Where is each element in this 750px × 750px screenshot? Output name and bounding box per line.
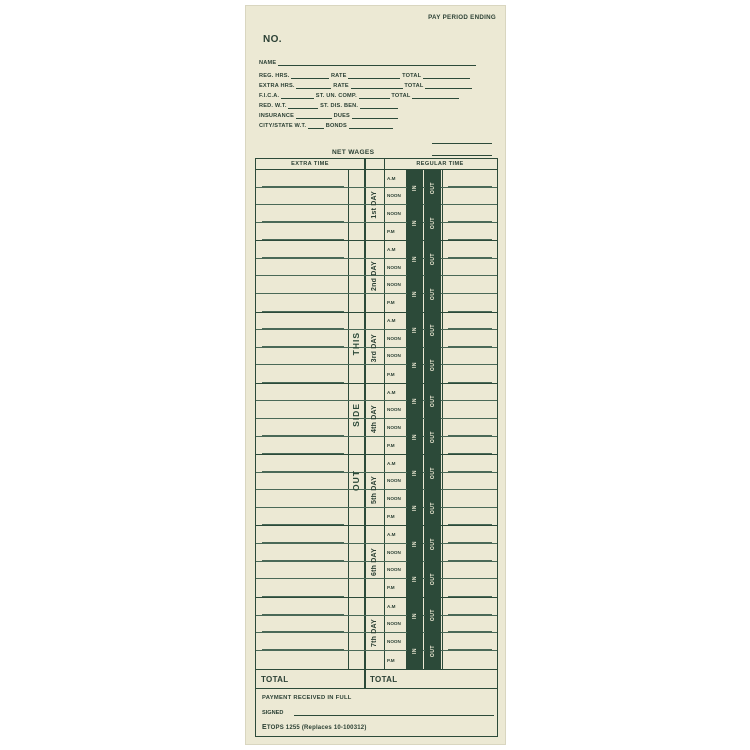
day-group bbox=[256, 526, 497, 597]
out-label: OUT bbox=[430, 216, 436, 229]
out-label: OUT bbox=[430, 359, 436, 372]
period-label: A.M bbox=[387, 389, 396, 395]
extra-time-writein-line[interactable] bbox=[262, 596, 344, 597]
form-replaces: (Replaces 10-100312) bbox=[301, 725, 367, 731]
out-column-block bbox=[425, 526, 441, 561]
out-column-block bbox=[425, 384, 441, 419]
period-label: P.M bbox=[387, 300, 395, 306]
field-line-city-state-wt[interactable] bbox=[308, 121, 324, 129]
period-label: NOON bbox=[387, 210, 401, 216]
period-label: NOON bbox=[387, 478, 401, 484]
extra-time-writein-line[interactable] bbox=[262, 257, 344, 258]
period-label: NOON bbox=[387, 264, 401, 270]
extra-time-writein-line[interactable] bbox=[262, 524, 344, 525]
extra-time-writein-line[interactable] bbox=[262, 453, 344, 454]
out-column-block bbox=[425, 348, 441, 383]
extra-time-writein-line[interactable] bbox=[262, 221, 344, 222]
card-footer bbox=[255, 689, 498, 737]
employee-fields bbox=[259, 58, 494, 131]
period-label: NOON bbox=[387, 335, 401, 341]
period-label: P.M bbox=[387, 657, 395, 663]
out-label: OUT bbox=[430, 430, 436, 443]
period-label: NOON bbox=[387, 496, 401, 502]
regular-time-writein-line[interactable] bbox=[448, 631, 492, 632]
period-label: P.M bbox=[387, 514, 395, 520]
in-label: IN bbox=[412, 184, 418, 191]
field-line-insurance[interactable] bbox=[296, 111, 332, 119]
day-label-text: 4th DAY bbox=[371, 404, 378, 433]
extra-time-writein-line[interactable] bbox=[262, 631, 344, 632]
regular-time-writein-line[interactable] bbox=[448, 293, 492, 294]
field-line-dues[interactable] bbox=[352, 111, 398, 119]
brand-name: TOPS bbox=[266, 725, 284, 731]
extra-time-writein-line[interactable] bbox=[262, 204, 344, 205]
field-line-extra-rate[interactable] bbox=[351, 81, 403, 89]
net-wages-label: NET WAGES bbox=[332, 149, 375, 156]
regular-time-writein-line[interactable] bbox=[448, 596, 492, 597]
extra-time-writein-line[interactable] bbox=[262, 311, 344, 312]
regular-time-writein-line[interactable] bbox=[448, 257, 492, 258]
field-label-fica: F.I.C.A. bbox=[259, 93, 280, 99]
in-column-block bbox=[407, 419, 423, 454]
out-label: OUT bbox=[430, 324, 436, 337]
regular-time-writein-line[interactable] bbox=[448, 204, 492, 205]
field-line-name[interactable] bbox=[278, 58, 476, 66]
extra-time-writein-line[interactable] bbox=[262, 435, 344, 436]
field-line-fica[interactable] bbox=[281, 91, 314, 99]
in-column-block bbox=[407, 633, 423, 669]
extra-time-writein-line[interactable] bbox=[262, 328, 344, 329]
net-wages-line-upper bbox=[432, 142, 492, 144]
grid-body bbox=[256, 170, 497, 669]
out-label: OUT bbox=[430, 287, 436, 301]
field-label-st-un-comp: ST. UN. COMP. bbox=[315, 93, 357, 99]
out-column-block bbox=[425, 633, 441, 669]
regular-time-writein-line[interactable] bbox=[448, 453, 492, 454]
field-label-city-state-wt: CITY/STATE W.T. bbox=[259, 123, 307, 129]
day-label bbox=[365, 313, 384, 383]
day-label bbox=[365, 455, 384, 525]
in-column-block bbox=[407, 384, 423, 419]
period-label: P.M bbox=[387, 228, 395, 234]
pay-period-ending-label: PAY PERIOD ENDING bbox=[428, 14, 496, 21]
extra-time-writein-line[interactable] bbox=[262, 364, 344, 365]
form-number: 1255 bbox=[285, 725, 300, 731]
signed-label: SIGNED bbox=[262, 710, 284, 716]
in-column-block bbox=[407, 562, 423, 597]
total-label-extra: TOTAL bbox=[261, 675, 289, 684]
out-label: OUT bbox=[430, 466, 436, 479]
in-column-block bbox=[407, 170, 423, 205]
regular-time-writein-line[interactable] bbox=[448, 346, 492, 347]
field-line-reg-rate[interactable] bbox=[348, 71, 400, 79]
field-label-extra-rate: RATE bbox=[333, 83, 349, 89]
extra-time-writein-line[interactable] bbox=[262, 400, 344, 401]
out-column-block bbox=[425, 490, 441, 525]
time-grid bbox=[255, 158, 498, 670]
day-label-text: 7th DAY bbox=[371, 619, 378, 648]
side-text-out-label: OUT bbox=[351, 469, 361, 491]
field-label-reg-total: TOTAL bbox=[402, 73, 422, 79]
day-label bbox=[365, 241, 384, 311]
field-label-fica-total: TOTAL bbox=[391, 93, 411, 99]
extra-time-writein-line[interactable] bbox=[262, 542, 344, 543]
out-column-block bbox=[425, 562, 441, 597]
regular-time-writein-line[interactable] bbox=[448, 578, 492, 579]
extra-time-writein-line[interactable] bbox=[262, 489, 344, 490]
out-column-block bbox=[425, 419, 441, 454]
regular-time-writein-line[interactable] bbox=[448, 311, 492, 312]
field-row-name bbox=[259, 58, 494, 71]
in-label: IN bbox=[412, 648, 418, 655]
regular-time-writein-line[interactable] bbox=[448, 418, 492, 419]
out-column-block bbox=[425, 313, 441, 348]
day-group bbox=[256, 170, 497, 241]
out-column-block bbox=[425, 241, 441, 276]
out-column-block bbox=[425, 170, 441, 205]
total-row-divider bbox=[364, 670, 366, 688]
field-row-extra-hrs bbox=[259, 81, 494, 91]
grid-column-headers bbox=[256, 159, 497, 170]
day-label-text: 6th DAY bbox=[371, 547, 378, 576]
out-label: OUT bbox=[430, 181, 436, 194]
regular-time-writein-line[interactable] bbox=[448, 221, 492, 222]
out-column-block bbox=[425, 455, 441, 490]
out-label: OUT bbox=[430, 537, 436, 551]
extra-time-writein-line[interactable] bbox=[262, 614, 344, 615]
in-label: IN bbox=[412, 398, 418, 405]
day-group bbox=[256, 241, 497, 312]
in-label: IN bbox=[412, 612, 418, 619]
field-row-insurance bbox=[259, 111, 494, 121]
in-column-block bbox=[407, 455, 423, 490]
day-label-text: 2nd DAY bbox=[371, 261, 378, 292]
day-group bbox=[256, 598, 497, 669]
extra-time-writein-line[interactable] bbox=[262, 186, 344, 187]
field-label-reg-hrs: REG. HRS. bbox=[259, 73, 290, 79]
in-column-block bbox=[407, 313, 423, 348]
period-label: A.M bbox=[387, 603, 396, 609]
field-line-st-dis-ben[interactable] bbox=[360, 101, 398, 109]
card-number-label: NO. bbox=[263, 34, 282, 45]
field-label-name: NAME bbox=[259, 60, 277, 66]
signature-line[interactable] bbox=[294, 715, 494, 716]
day-group bbox=[256, 384, 497, 455]
side-text-out bbox=[348, 459, 364, 501]
in-label: IN bbox=[412, 219, 418, 226]
day-label bbox=[365, 526, 384, 596]
time-card bbox=[245, 5, 506, 745]
day-label bbox=[365, 170, 384, 240]
out-label: OUT bbox=[430, 609, 436, 622]
tops-logo-icon: E bbox=[262, 724, 267, 731]
regular-time-writein-line[interactable] bbox=[448, 560, 492, 561]
regular-time-writein-line[interactable] bbox=[448, 542, 492, 543]
extra-time-writein-line[interactable] bbox=[262, 275, 344, 276]
day-group bbox=[256, 313, 497, 384]
period-label: NOON bbox=[387, 549, 401, 555]
period-label: NOON bbox=[387, 193, 401, 199]
field-row-city-state-wt bbox=[259, 121, 494, 131]
field-label-extra-hrs: EXTRA HRS. bbox=[259, 83, 295, 89]
total-label-regular: TOTAL bbox=[370, 675, 398, 684]
out-label: OUT bbox=[430, 573, 436, 586]
regular-time-writein-line[interactable] bbox=[448, 524, 492, 525]
in-label: IN bbox=[412, 433, 418, 440]
out-label: OUT bbox=[430, 395, 436, 408]
period-label: A.M bbox=[387, 460, 396, 466]
extra-time-writein-line[interactable] bbox=[262, 507, 344, 508]
extra-time-writein-line[interactable] bbox=[262, 418, 344, 419]
regular-time-writein-line[interactable] bbox=[448, 489, 492, 490]
total-row bbox=[255, 670, 498, 689]
regular-time-writein-line[interactable] bbox=[448, 382, 492, 383]
column-header-extra-time: EXTRA TIME bbox=[291, 161, 329, 167]
day-label-text: 1st DAY bbox=[371, 191, 378, 219]
payment-received-label: PAYMENT RECEIVED IN FULL bbox=[262, 695, 352, 701]
period-label: NOON bbox=[387, 282, 401, 288]
field-label-dues: DUES bbox=[333, 113, 350, 119]
in-label: IN bbox=[412, 255, 418, 262]
side-text-this bbox=[348, 319, 364, 369]
regular-time-writein-line[interactable] bbox=[448, 328, 492, 329]
regular-time-writein-line[interactable] bbox=[448, 186, 492, 187]
period-label: NOON bbox=[387, 639, 401, 645]
in-column-block bbox=[407, 598, 423, 634]
side-text-side-label: SIDE bbox=[351, 403, 361, 427]
day-group bbox=[256, 455, 497, 526]
field-row-reg-hrs bbox=[259, 71, 494, 81]
in-label: IN bbox=[412, 362, 418, 369]
field-label-red-wt: RED. W.T. bbox=[259, 103, 287, 109]
extra-time-writein-line[interactable] bbox=[262, 471, 344, 472]
field-line-reg-hrs[interactable] bbox=[291, 71, 329, 79]
day-label-text: 5th DAY bbox=[371, 476, 378, 505]
extra-time-writein-line[interactable] bbox=[262, 293, 344, 294]
period-label: NOON bbox=[387, 621, 401, 627]
regular-time-writein-line[interactable] bbox=[448, 364, 492, 365]
field-label-extra-total: TOTAL bbox=[404, 83, 424, 89]
extra-time-writein-line[interactable] bbox=[262, 382, 344, 383]
brand-line bbox=[262, 724, 367, 731]
regular-time-writein-line[interactable] bbox=[448, 471, 492, 472]
period-label: A.M bbox=[387, 318, 396, 324]
side-text-side bbox=[348, 391, 364, 439]
regular-time-writein-line[interactable] bbox=[448, 239, 492, 240]
regular-time-writein-line[interactable] bbox=[448, 507, 492, 508]
extra-time-writein-line[interactable] bbox=[262, 239, 344, 240]
field-line-fica-total[interactable] bbox=[412, 91, 459, 99]
in-column-block bbox=[407, 526, 423, 561]
field-row-red-wt bbox=[259, 101, 494, 111]
period-label: NOON bbox=[387, 353, 401, 359]
period-label: A.M bbox=[387, 175, 396, 181]
field-row-fica bbox=[259, 91, 494, 101]
out-column-block bbox=[425, 598, 441, 634]
day-label-text: 3rd DAY bbox=[371, 333, 378, 362]
day-label bbox=[365, 384, 384, 454]
in-column-block bbox=[407, 490, 423, 525]
field-label-reg-rate: RATE bbox=[330, 73, 347, 79]
in-column-block bbox=[407, 205, 423, 240]
extra-time-writein-line[interactable] bbox=[262, 560, 344, 561]
in-label: IN bbox=[412, 327, 418, 334]
period-label: P.M bbox=[387, 585, 395, 591]
extra-time-writein-line[interactable] bbox=[262, 649, 344, 650]
field-label-bonds: BONDS bbox=[325, 123, 347, 129]
extra-time-writein-line[interactable] bbox=[262, 346, 344, 347]
in-column-block bbox=[407, 276, 423, 311]
field-line-st-un-comp[interactable] bbox=[359, 91, 390, 99]
regular-time-writein-line[interactable] bbox=[448, 649, 492, 650]
period-label: P.M bbox=[387, 371, 395, 377]
regular-time-writein-line[interactable] bbox=[448, 400, 492, 401]
out-column-block bbox=[425, 276, 441, 311]
field-label-st-dis-ben: ST. DIS. BEN. bbox=[320, 103, 359, 109]
column-header-regular-time: REGULAR TIME bbox=[416, 161, 464, 167]
period-label: NOON bbox=[387, 567, 401, 573]
field-label-insurance: INSURANCE bbox=[259, 113, 295, 119]
in-label: IN bbox=[412, 540, 418, 547]
day-label bbox=[365, 598, 384, 669]
field-line-extra-total[interactable] bbox=[425, 81, 472, 89]
in-label: IN bbox=[412, 469, 418, 476]
field-line-extra-hrs[interactable] bbox=[296, 81, 331, 89]
in-label: IN bbox=[412, 290, 418, 297]
out-column-block bbox=[425, 205, 441, 240]
net-wages-line-lower[interactable] bbox=[432, 154, 492, 156]
field-line-red-wt[interactable] bbox=[288, 101, 318, 109]
regular-time-writein-line[interactable] bbox=[448, 275, 492, 276]
in-column-block bbox=[407, 348, 423, 383]
period-label: P.M bbox=[387, 442, 395, 448]
regular-time-writein-line[interactable] bbox=[448, 614, 492, 615]
period-label: NOON bbox=[387, 424, 401, 430]
in-label: IN bbox=[412, 504, 418, 511]
period-label: A.M bbox=[387, 247, 396, 253]
field-line-bonds[interactable] bbox=[349, 121, 393, 129]
side-text-this-label: THIS bbox=[351, 332, 361, 356]
out-label: OUT bbox=[430, 252, 436, 265]
period-label: NOON bbox=[387, 407, 401, 413]
out-label: OUT bbox=[430, 645, 436, 658]
in-label: IN bbox=[412, 576, 418, 583]
out-label: OUT bbox=[430, 501, 436, 514]
field-line-reg-total[interactable] bbox=[423, 71, 470, 79]
period-label: A.M bbox=[387, 532, 396, 538]
extra-time-writein-line[interactable] bbox=[262, 578, 344, 579]
in-column-block bbox=[407, 241, 423, 276]
regular-time-writein-line[interactable] bbox=[448, 435, 492, 436]
